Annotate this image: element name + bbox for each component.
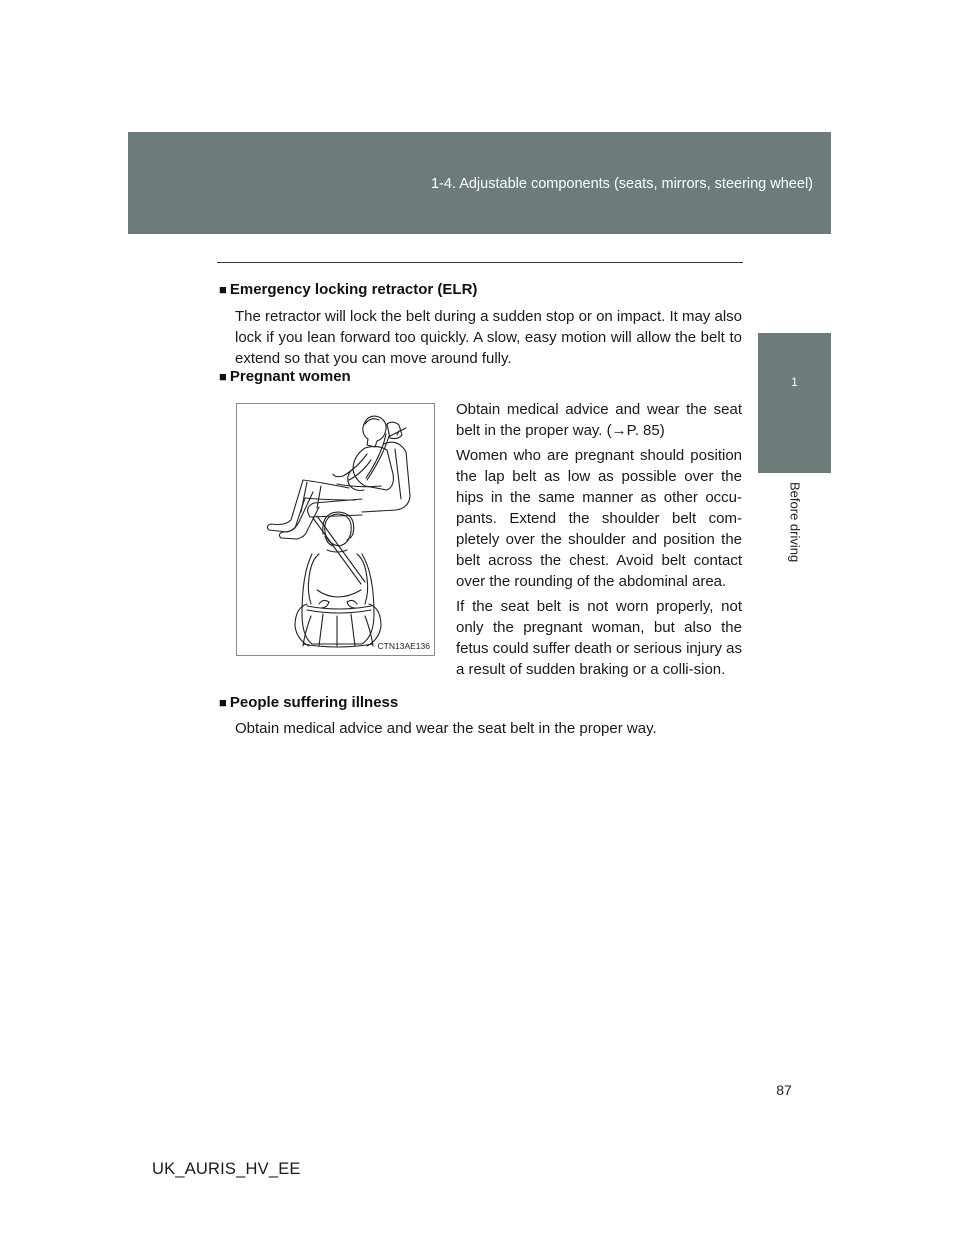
paragraph-illness: Obtain medical advice and wear the seat belt in the proper way. [235,720,657,737]
chapter-number: 1 [791,375,798,389]
model-code: UK_AURIS_HV_EE [152,1160,301,1178]
header-band [128,132,831,234]
bullet-icon: ■ [219,695,227,710]
heading-pregnant-women: ■ Pregnant women [219,368,351,385]
chapter-tab[interactable] [758,333,831,473]
chapter-label: Before driving [787,482,803,563]
bullet-icon: ■ [219,282,227,297]
section-divider [217,262,743,263]
paragraph-elr: The retractor will lock the belt during a sudden stop or on impact. It may also lock if you lean forward too quickly. A slow, easy motion will allow the belt to extend so that you can move around fully. [235,308,742,367]
chapter-label-container [756,482,834,592]
figure-code: CTN13AE136 [377,641,430,651]
paragraph-pregnant-1: Obtain medical advice and wear the seat belt in the proper way. (→P. 85) [456,401,742,439]
figure-pregnant-seatbelt [236,403,435,656]
section-title: 1-4. Adjustable components (seats, mirrors, steering wheel) [430,176,813,192]
bullet-icon: ■ [219,369,227,384]
pregnant-woman-seatbelt-icon [237,404,434,655]
heading-people-illness: ■ People suffering illness [219,694,399,711]
heading-elr: ■ Emergency locking retractor (ELR) [219,281,478,298]
page-number: 87 [776,1082,792,1098]
paragraph-pregnant-3: If the seat belt is not worn properly, not only the pregnant woman, but also the fetus could suffer death or serious injury as a result of sudden braking or a colli-sion. [456,598,742,678]
paragraph-pregnant-2: Women who are pregnant should position the lap belt as low as possible over the hips in the same manner as other occu-pants. Extend the shoulder belt com-pletely over the shoulder and position the belt across the chest. Avoid belt contact over the rounding of the abdominal area. [456,447,742,590]
